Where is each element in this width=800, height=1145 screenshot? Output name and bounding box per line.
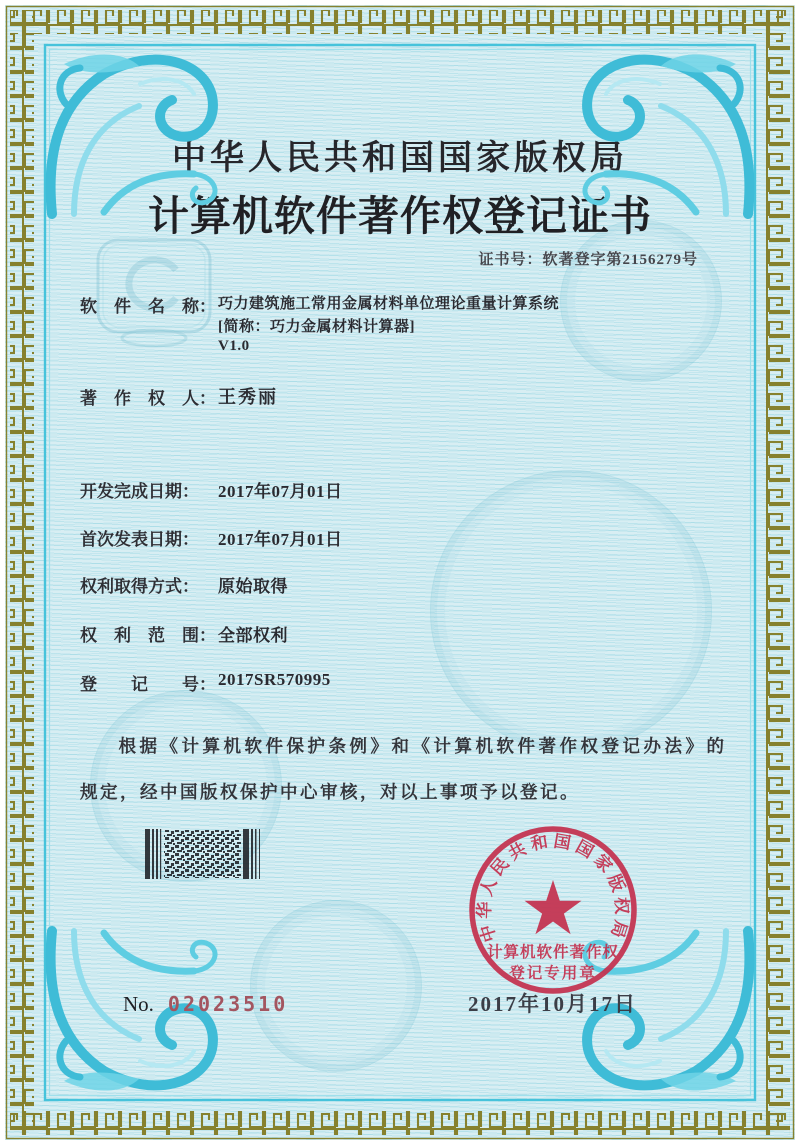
field-label-first-publish-date: 首次发表日期： — [80, 530, 199, 549]
serial-number-line — [123, 992, 288, 1017]
issue-date: 2017年10月17日 — [468, 992, 637, 1016]
seal-inner-line-1: 计算机软件著作权 — [486, 944, 620, 961]
field-label-software-name: 软 件 名 称： — [80, 297, 216, 316]
field-label-owner: 著 作 权 人： — [80, 389, 216, 408]
owner-name: 王秀丽 — [218, 387, 278, 407]
acquisition-method: 原始取得 — [218, 577, 288, 596]
software-name: 巧力建筑施工常用金属材料单位理论重量计算系统 — [218, 296, 560, 312]
certificate-number-value: 软著登字第2156279号 — [542, 252, 698, 268]
field-label-acquisition-method: 权利取得方式： — [80, 577, 199, 596]
first-publish-date: 2017年07月01日 — [218, 530, 343, 549]
registration-number: 2017SR570995 — [218, 670, 331, 689]
barcode-2d — [145, 829, 267, 879]
certificate-title: 计算机软件著作权登记证书 — [148, 193, 652, 239]
field-label-registration-number: 登 记 号： — [80, 675, 216, 694]
seal-star-icon — [525, 880, 582, 934]
field-label-rights-scope: 权 利 范 围： — [80, 626, 216, 645]
field-label-dev-complete-date: 开发完成日期： — [80, 482, 199, 501]
seal-ring-text: 中华人民共和国国家版权局 — [474, 831, 632, 945]
software-short-name: [简称：巧力金属材料计算器] — [218, 319, 415, 335]
statement-line-1: 根据《计算机软件保护条例》和《计算机软件著作权登记办法》的 — [118, 736, 728, 756]
serial-number: 02023510 — [167, 992, 289, 1016]
seal-inner-line-2: 登记专用章 — [509, 965, 597, 982]
statement-line-2: 规定，经中国版权保护中心审核，对以上事项予以登记。 — [80, 782, 580, 802]
official-seal — [443, 800, 663, 1020]
dev-complete-date: 2017年07月01日 — [218, 482, 343, 501]
rights-scope: 全部权利 — [218, 626, 288, 645]
issuing-authority: 中华人民共和国国家版权局 — [172, 140, 628, 177]
certificate-number-label: 证书号： — [478, 252, 543, 268]
software-version: V1.0 — [218, 338, 250, 354]
serial-prefix: No. — [123, 992, 154, 1016]
